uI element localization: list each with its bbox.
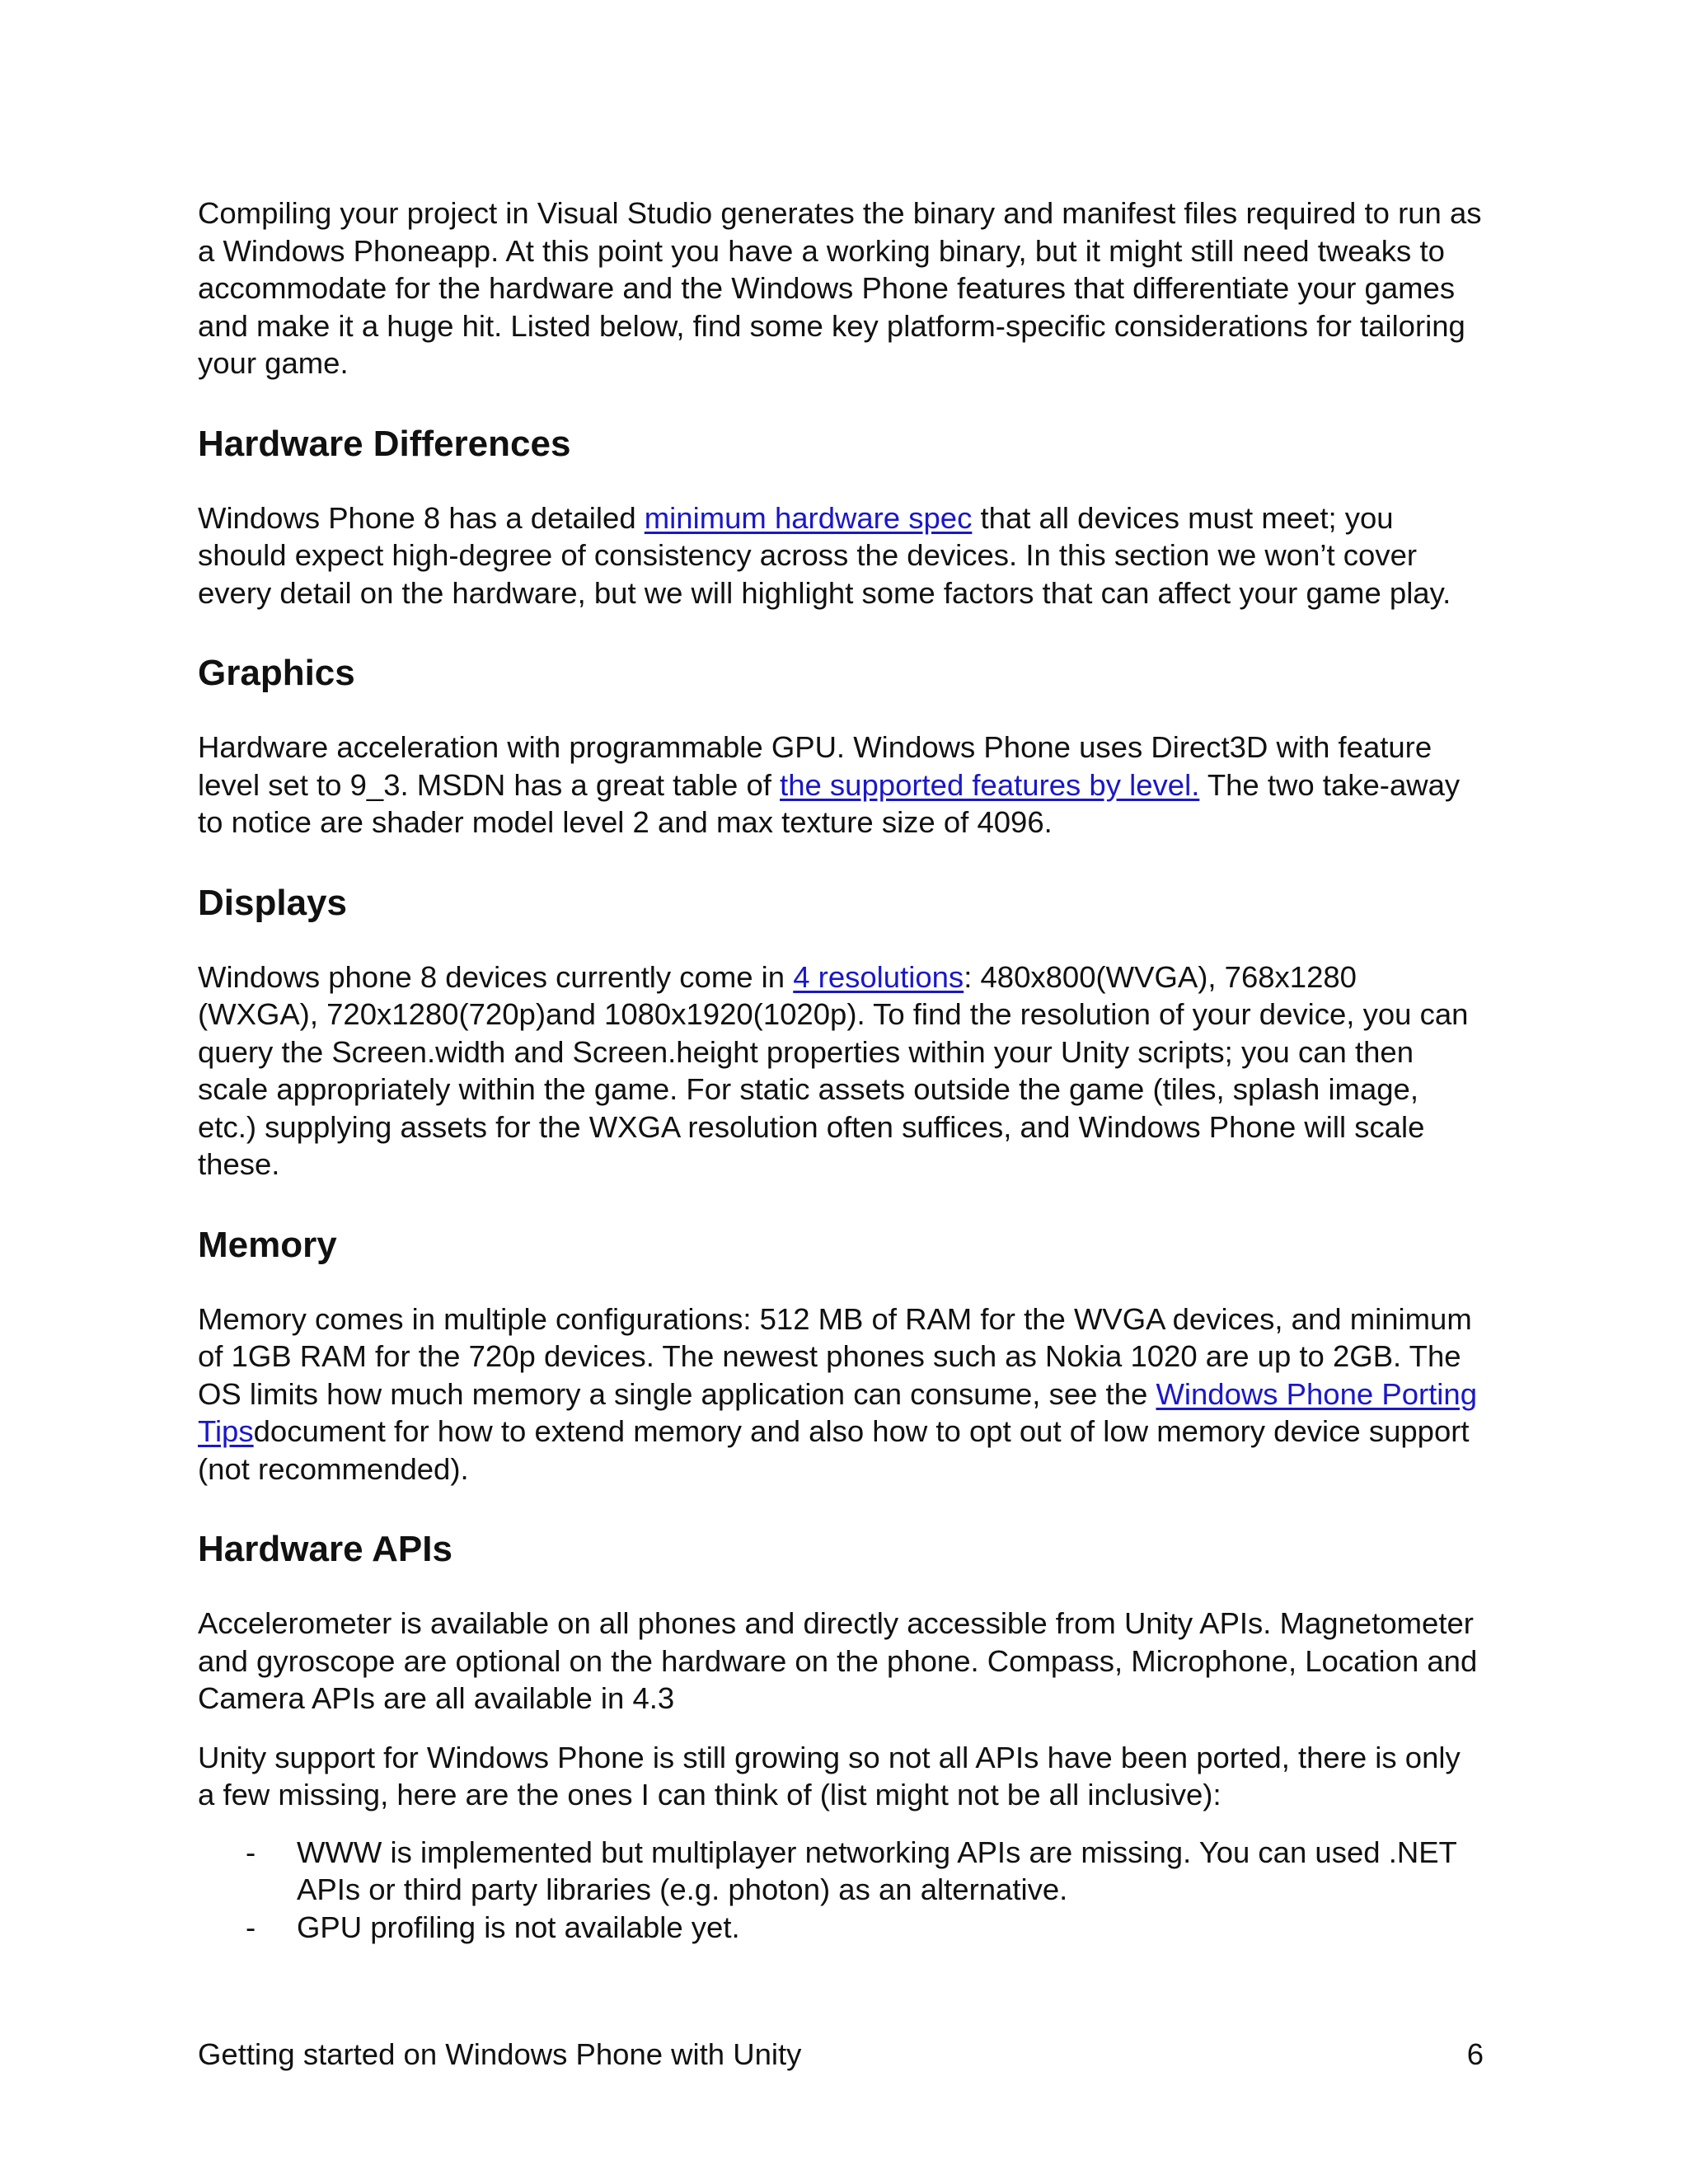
list-item xyxy=(198,1909,1484,1947)
supported-features-link[interactable]: the supported features by level. xyxy=(780,767,1200,802)
bullet-dash: - xyxy=(246,1910,256,1944)
document-page xyxy=(198,194,1484,1946)
memory-paragraph xyxy=(198,1301,1484,1488)
graphics-paragraph xyxy=(198,729,1484,841)
list-item-text: GPU profiling is not available yet. xyxy=(297,1910,740,1944)
list-item-text: WWW is implemented but multiplayer networking APIs are missing. You can used .NET APIs or third party libraries (e.g. photon) as an alternative. xyxy=(297,1835,1457,1906)
heading-displays: Displays xyxy=(198,882,347,923)
heading-graphics: Graphics xyxy=(198,653,355,693)
heading-hardware-apis: Hardware APIs xyxy=(198,1529,452,1569)
displays-text-1: Windows phone 8 devices currently come in xyxy=(198,959,794,994)
memory-text-2: document for how to extend memory and also how to opt out of low memory device support (not recommended). xyxy=(198,1414,1470,1486)
hardware-differences-text-1: Windows Phone 8 has a detailed xyxy=(198,500,645,535)
heading-hardware-differences: Hardware Differences xyxy=(198,423,571,464)
page-number: 6 xyxy=(1466,2037,1484,2071)
minimum-hardware-spec-link[interactable]: minimum hardware spec xyxy=(644,500,973,535)
intro-paragraph: Compiling your project in Visual Studio generates the binary and manifest files required to run as a Windows Phoneapp. At this point you have a working binary, but it might still need tweaks to accommodate for the hardware and the Windows Phone features that differentiate your games and make it a huge hit. Listed below, find some key platform-specific considerations for tailoring your game. xyxy=(198,196,1482,380)
hardware-differences-paragraph xyxy=(198,499,1484,612)
missing-apis-list xyxy=(198,1834,1484,1947)
porting-tips-link[interactable]: Windows Phone Porting Tips xyxy=(198,1376,1477,1448)
resolutions-link[interactable]: 4 resolutions xyxy=(793,959,964,994)
footer-title: Getting started on Windows Phone with Unity xyxy=(198,2037,802,2071)
bullet-dash: - xyxy=(246,1835,256,1869)
hardware-differences-text-2: that all devices must meet; you should expect high-degree of consistency across the devices. In this section we won’t cover every detail on the hardware, but we will highlight some factors that can affect your game play. xyxy=(198,500,1451,610)
hardware-apis-paragraph-2: Unity support for Windows Phone is still growing so not all APIs have been ported, there is only a few missing, here are the ones I can think of (list might not be all inclusive): xyxy=(198,1740,1461,1811)
displays-paragraph xyxy=(198,958,1484,1183)
displays-text-2: : 480x800(WVGA), 768x1280 (WXGA), 720x1280(720p)and 1080x1920(1020p). To find the resolution of your device, you can query the Screen.width and Screen.height properties within your Unity scripts; you can then scale appropriately within the game. For static assets outside the game (tiles, splash image, etc.) supplying assets for the WXGA resolution often suffices, and Windows Phone will scale these. xyxy=(198,959,1469,1181)
graphics-text-2: The two take-away to notice are shader model level 2 and max texture size of 4096. xyxy=(198,767,1461,839)
graphics-text-1: Hardware acceleration with programmable GPU. Windows Phone uses Direct3D with feature level set to 9_3. MSDN has a great table of xyxy=(198,730,1432,802)
list-item xyxy=(198,1834,1484,1909)
heading-memory: Memory xyxy=(198,1224,337,1265)
hardware-apis-paragraph-1: Accelerometer is available on all phones and directly accessible from Unity APIs. Magnetometer and gyroscope are optional on the hardware on the phone. Compass, Microphone, Location and Camera APIs are all available in 4.3 xyxy=(198,1606,1478,1715)
memory-text-1: Memory comes in multiple configurations: 512 MB of RAM for the WVGA devices, and minimum of 1GB RAM for the 720p devices. The newest phones such as Nokia 1020 are up to 2GB. The OS limits how much memory a single application can consume, see the xyxy=(198,1301,1472,1411)
